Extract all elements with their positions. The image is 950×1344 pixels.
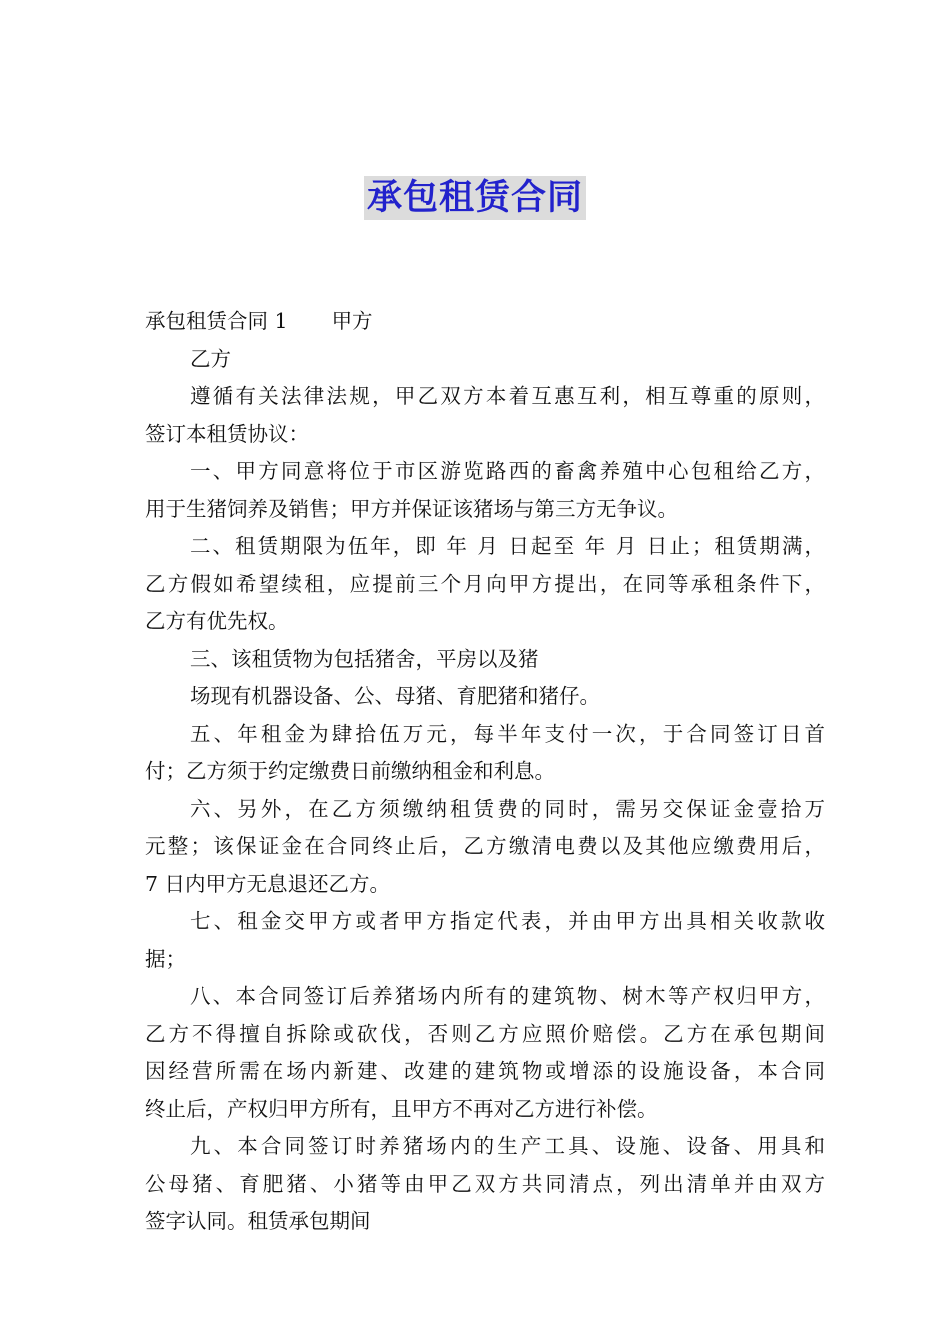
paragraph-line: 元整；该保证金在合同终止后，乙方缴清电费以及其他应缴费用后， [145, 834, 825, 858]
paragraph-line: 公母猪、育肥猪、小猪等由甲乙双方共同清点，列出清单并由双方 [145, 1171, 825, 1196]
paragraph-line: 签字认同。租赁承包期间 [145, 1209, 371, 1233]
paragraph-line: 遵循有关法律法规，甲乙双方本着互惠互利，相互尊重的原则， [190, 384, 825, 408]
paragraph-line: 终止后，产权归甲方所有，且甲方不再对乙方进行补偿。 [145, 1096, 658, 1121]
paragraph-line: 三、该租赁物为包括猪舍，平房以及猪 [190, 646, 539, 671]
title-container [0, 176, 950, 220]
paragraph-line: 乙方 [190, 346, 231, 371]
document-body [145, 303, 825, 1241]
contract-heading: 承包租赁合同 1 [145, 309, 288, 333]
paragraph-line: 一、甲方同意将位于市区游览路西的畜禽养殖中心包租给乙方， [190, 459, 825, 483]
paragraph-line: 九、本合同签订时养猪场内的生产工具、设施、设备、用具和 [190, 1134, 825, 1158]
paragraph-line: 付；乙方须于约定缴费日前缴纳租金和利息。 [145, 759, 555, 783]
paragraph-line: 八、本合同签订后养猪场内所有的建筑物、树木等产权归甲方， [190, 984, 825, 1008]
paragraph-line: 签订本租赁协议： [145, 421, 309, 446]
paragraph-line: 六、另外，在乙方须缴纳租赁费的同时，需另交保证金壹拾万 [190, 796, 825, 821]
paragraph-line: 据； [145, 946, 186, 971]
paragraph-line: 五、年租金为肆拾伍万元，每半年支付一次，于合同签订日首 [190, 721, 825, 746]
paragraph-line: 乙方不得擅自拆除或砍伐，否则乙方应照价赔偿。乙方在承包期间 [145, 1021, 825, 1046]
paragraph-line: 乙方有优先权。 [145, 609, 289, 633]
document-title: 承包租赁合同 [364, 176, 586, 220]
heading-line [145, 303, 825, 341]
party-a-label: 甲方 [331, 309, 373, 333]
paragraph-line: 7 日内甲方无息退还乙方。 [145, 871, 391, 896]
paragraph-line: 七、租金交甲方或者甲方指定代表，并由甲方出具相关收款收 [190, 909, 825, 933]
paragraph-line: 场现有机器设备、公、母猪、育肥猪和猪仔。 [190, 684, 600, 708]
paragraph-line: 二、租赁期限为伍年，即 年 月 日起至 年 月 日止；租赁期满， [190, 534, 825, 558]
paragraph-line: 用于生猪饲养及销售；甲方并保证该猪场与第三方无争议。 [145, 496, 678, 521]
paragraph-line: 乙方假如希望续租，应提前三个月向甲方提出，在同等承租条件下， [145, 571, 825, 596]
paragraph-line: 因经营所需在场内新建、改建的建筑物或增添的设施设备，本合同 [145, 1059, 825, 1083]
